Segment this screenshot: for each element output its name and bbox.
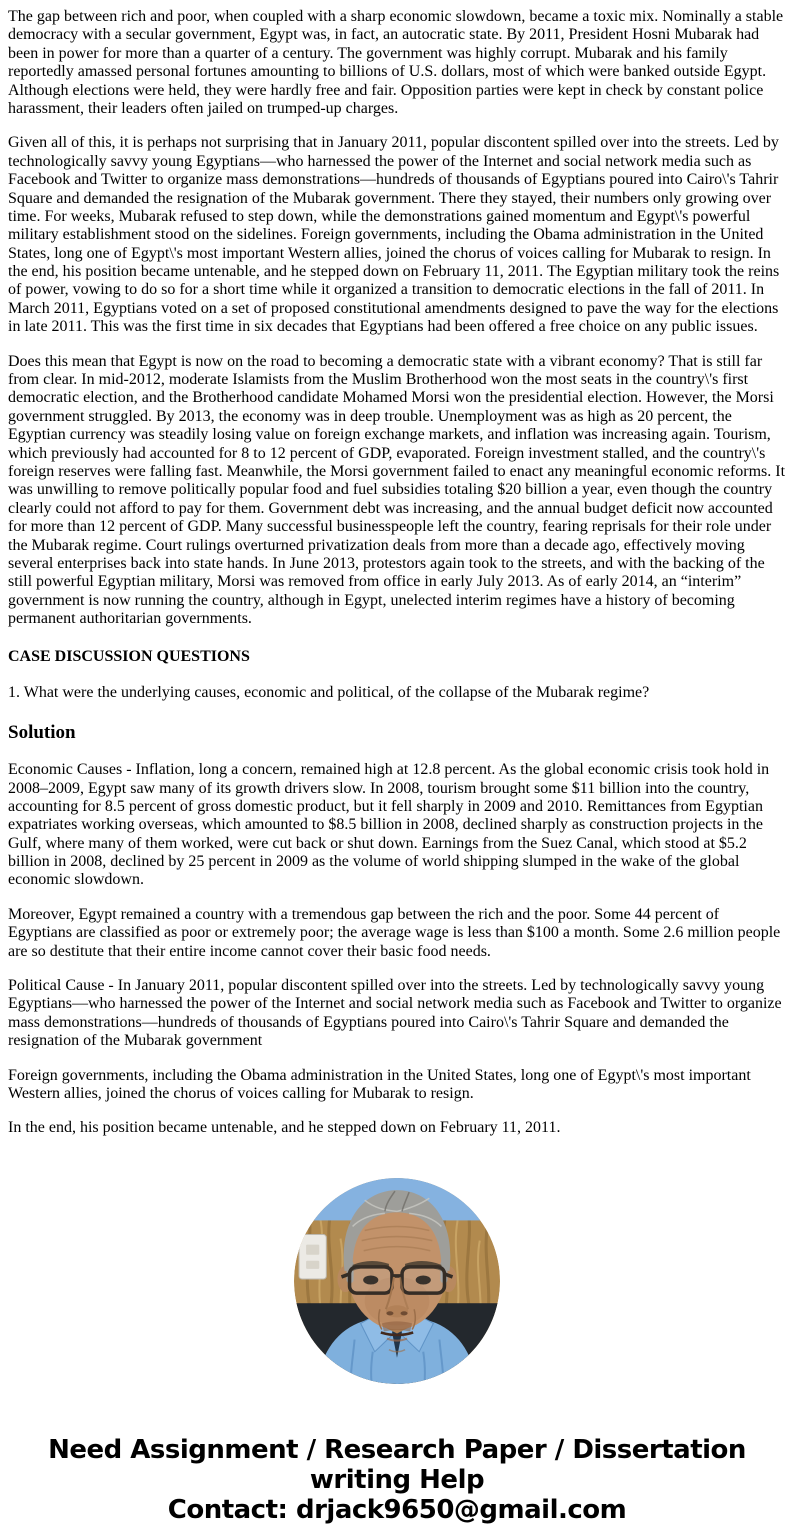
solution-paragraph-poverty: Moreover, Egypt remained a country with a tremendous gap between the rich and the poor. Some 44 percent of Egyptians are classified as poor or extremely poor; the average wage is less than $100 a month. Some 2.6 million people are so destitute that their entire income cannot cover their basic food needs. <box>8 905 781 960</box>
discussion-question-1: 1. What were the underlying causes, economic and political, of the collapse of the Mubarak regime? <box>8 683 650 701</box>
tutor-portrait-photo <box>294 1178 500 1384</box>
footer-contact-email: Contact: drjack9650@gmail.com <box>167 1495 627 1526</box>
switch-plate <box>299 1234 326 1278</box>
footer-heading: Need Assignment / Research Paper / Dissertation writing Help <box>48 1435 746 1496</box>
solution-paragraph-resignation: In the end, his position became untenable, and he stepped down on February 11, 2011. <box>8 1119 561 1137</box>
intro-paragraph-1: The gap between rich and poor, when coupled with a sharp economic slowdown, became a toxic mix. Nominally a stable democracy with a secular government, Egypt was, in fact, an autocratic state. By 2011, President Hosni Mubarak had been in power for more than a quarter of a century. The government was highly corrupt. Mubarak and his family reportedly amassed personal fortunes amounting to billions of U.S. dollars, most of which were banked outside Egypt. Although elections were held, they were hardly free and fair. Opposition parties were kept in check by constant police harassment, their leaders often jailed on trumped-up charges. <box>8 8 784 117</box>
solution-paragraph-economic: Economic Causes - Inflation, long a concern, remained high at 12.8 percent. As the global economic crisis took hold in 2008–2009, Egypt saw many of its growth drivers slow. In 2008, tourism brought some $11 billion into the country, accounting for 8.5 percent of gross domestic product, but it fell sharply in 2009 and 2010. Remittances from Egyptian expatriates working overseas, which amounted to $8.5 billion in 2008, declined sharply as construction projects in the Gulf, where many of them worked, were cut back or shut down. Earnings from the Suez Canal, which stood at $5.2 billion in 2008, declined by 25 percent in 2009 as the volume of world shipping slumped in the wake of the global economic slowdown. <box>8 761 770 889</box>
solution-paragraph-political: Political Cause - In January 2011, popular discontent spilled over into the streets. Led by technologically savvy young Egyptians—who harnessed the power of the Internet and social network media such as Facebook and Twitter to organize mass demonstrations—hundreds of thousands of Egyptians poured into Cairo\'s Tahrir Square and demanded the resignation of the Mubarak government <box>8 977 782 1050</box>
solution-heading: Solution <box>8 722 76 744</box>
intro-paragraph-3: Does this mean that Egypt is now on the road to becoming a democratic state with a vibrant economy? That is still far from clear. In mid-2012, moderate Islamists from the Muslim Brotherhood won the most seats in the country\'s first democratic election, and the Brotherhood candidate Mohamed Morsi won the presidential election. However, the Morsi government struggled. By 2013, the economy was in deep trouble. Unemployment was as high as 20 percent, the Egyptian currency was steadily losing value on foreign exchange markets, and inflation was increasing again. Tourism, which previously had accounted for 8 to 12 percent of GDP, evaporated. Foreign investment stalled, and the country\'s foreign reserves were falling fast. Meanwhile, the Morsi government failed to enact any meaningful economic reforms. It was unwilling to remove politically popular food and fuel subsidies totaling $20 billion a year, even though the country clearly could not afford to pay for them. Government debt was increasing, and the annual budget deficit now accounted for more than 12 percent of GDP. Many successful businesspeople left the country, fearing reprisals for their role under the Mubarak regime. Court rulings overturned privatization deals from more than a decade ago, effectively moving several enterprises back into state hands. In June 2013, protestors again took to the streets, and with the backing of the still powerful Egyptian military, Morsi was removed from office in early July 2013. As of early 2014, an “interim” government is now running the country, although in Egypt, unelected interim regimes have a history of becoming permanent authoritarian governments. <box>8 352 786 628</box>
case-discussion-heading: CASE DISCUSSION QUESTIONS <box>8 647 250 665</box>
footer-ad <box>8 1435 786 1525</box>
intro-paragraph-2: Given all of this, it is perhaps not surprising that in January 2011, popular discontent spilled over into the streets. Led by technologically savvy young Egyptians—who harnessed the power of the Internet and social network media such as Facebook and Twitter to organize mass demonstrations—hundreds of thousands of Egyptians poured into Cairo\'s Tahrir Square and demanded the resignation of the Mubarak government. There they stayed, their numbers only growing over time. For weeks, Mubarak refused to step down, while the demonstrations gained momentum and Egypt\'s powerful military establishment stood on the sidelines. Foreign governments, including the Obama administration in the United States, long one of Egypt\'s most important Western allies, joined the chorus of voices calling for Mubarak to resign. In the end, his position became untenable, and he stepped down on February 11, 2011. The Egyptian military took the reins of power, vowing to do so for a short time while it organized a transition to democratic elections in the fall of 2011. In March 2011, Egyptians voted on a set of proposed constitutional amendments designed to pave the way for the elections in late 2011. This was the first time in six decades that Egyptians had been offered a free choice on any public issues. <box>8 134 780 336</box>
solution-paragraph-foreign: Foreign governments, including the Obama administration in the United States, long one of Egypt\'s most important Western allies, joined the chorus of voices calling for Mubarak to resign. <box>8 1066 751 1102</box>
tutor-photo-section <box>8 1178 786 1389</box>
portrait-illustration <box>294 1178 500 1384</box>
document-body <box>8 8 786 1526</box>
